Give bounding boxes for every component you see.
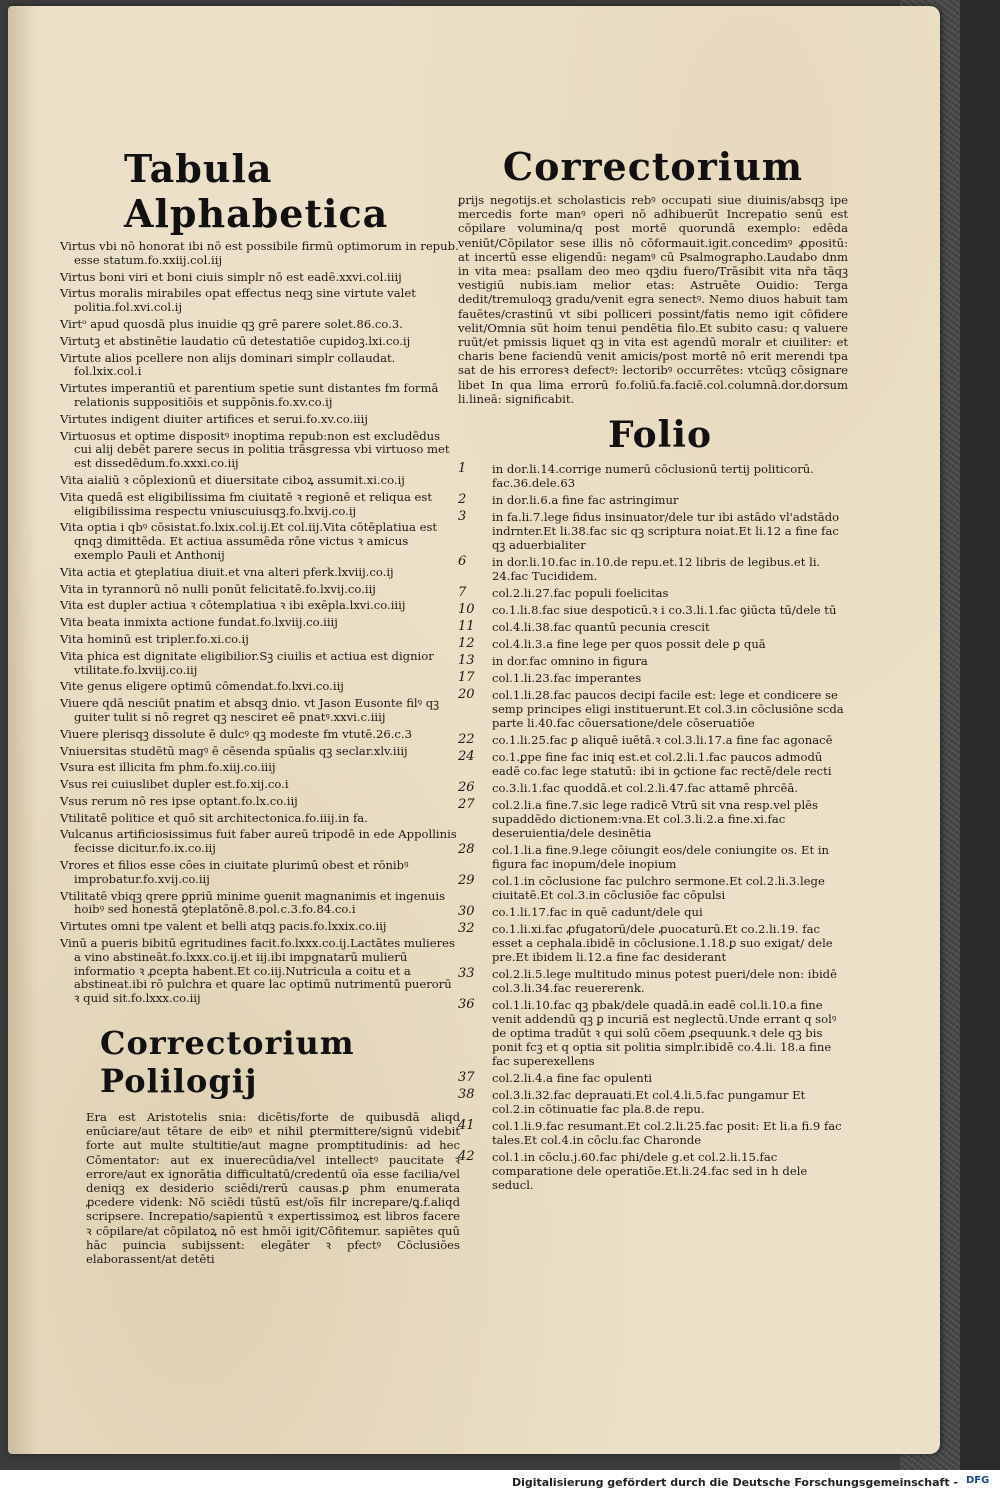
correction-text: col.3.li.32.fac deprauati.Et col.4.li.5.fac pungamur Et col.2.in cōtinuatie fac pla.8.de repu. — [492, 1088, 806, 1117]
folio-number: 22 — [458, 732, 475, 748]
folio-number: 36 — [458, 997, 475, 1013]
folio-number: 12 — [458, 636, 475, 652]
folio-number: 24 — [458, 749, 475, 765]
index-entry: Virtus boni viri et boni ciuis simplr nō est eadē.xxvi.col.iiij — [60, 269, 402, 284]
index-entry: Virtutes indigent diuiter artifices et serui.fo.xv.co.iiij — [60, 411, 368, 426]
correction-text: col.1.li.23.fac imperantes — [492, 671, 642, 686]
folio-number: 10 — [458, 602, 475, 618]
folio-number: 37 — [458, 1070, 475, 1086]
index-entry: Vita in tyrannorū nō nulli ponūt felicitatē.fo.lxvij.co.iij — [60, 581, 376, 596]
correction-text: co.1.li.17.fac in quē cadunt/dele qui — [492, 905, 703, 920]
correction-row — [458, 1088, 848, 1116]
correction-text: co.1.li.25.fac ꝑ aliquē iuētā.ꝛ col.3.li.17.a fine fac agonacē — [492, 733, 833, 748]
index-entry: Vsus rerum nō res ipse optant.fo.lx.co.iij — [60, 793, 298, 808]
folio-number: 3 — [458, 509, 467, 525]
left-column — [60, 146, 460, 1266]
folio-number: 20 — [458, 687, 475, 703]
correction-text: col.1.li.28.fac paucos decipi facile est: lege et condicere se semp principes eligi instituerunt.Et col.3.in cōclusiōne scda parte li.40.fac cōuersatione/dele cōseruatiōe — [492, 688, 844, 731]
index-entry: Vita quedā est eligibilissima fm ciuitatē ꝛ regionē et reliqua est eligibilissima respectu vniuscuiusqꝫ.fo.lxvij.co.ij — [60, 489, 433, 518]
folio-number: 41 — [458, 1118, 475, 1134]
index-entry: Virtutꝫ et abstinētie laudatio cū detestatiōe cupidoꝫ.lxi.co.ij — [60, 333, 411, 348]
index-entry: Vita optia i qbꝰ cōsistat.fo.lxix.col.ij.Et col.iij.Vita cōtēplatiua est qnqꝫ dimittēda. Et actiua assumēda rōne victus ꝛ amicus exemplo Pauli et Anthonij — [60, 520, 438, 562]
index-entry-list — [60, 240, 460, 1006]
index-entry: Virtutes omni tpe valent et belli atqꝫ pacis.fo.lxxix.co.iij — [60, 919, 387, 934]
correction-row — [458, 922, 848, 964]
correction-text: co.1.ꝑpe fine fac iniq est.et col.2.li.1.fac paucos admodū eadē co.fac lege statutū: ibi in ꝯctione fac rectē/dele recti — [492, 750, 832, 779]
index-entry: Vsus rei cuiuslibet dupler est.fo.xij.co.i — [60, 777, 289, 792]
correction-row — [458, 637, 848, 651]
correction-row — [458, 733, 848, 747]
correction-row — [458, 493, 848, 507]
funding-footer — [0, 1470, 1000, 1496]
index-entry: Vita aialiū ꝛ cōplexionū et diuersitate ciboꝝ assumit.xi.co.ij — [60, 472, 405, 487]
folio-number: 6 — [458, 554, 467, 570]
correction-text: col.2.li.a fine.7.sic lege radicē Vtrū sit vna resp.vel plēs supaddēdo dictionem:vna.Et col.3.li.2.a fine.xi.fac deseruientia/dele desinētia — [492, 798, 818, 841]
correction-row — [458, 654, 848, 668]
correction-row — [458, 905, 848, 919]
index-entry: Viuere qdā nesciūt pnatim et absqꝫ dnio. vt Jason Eusonte filꝰ qꝫ guiter tulit si nō regret qꝫ nesciret eē pnatꝰ.xxvi.c.iiij — [60, 696, 440, 724]
index-entry: Vita actia et ꝯteplatiua diuit.et vna alteri pferk.lxviij.co.ij — [60, 564, 394, 579]
correctorium-heading: Correctorium — [502, 144, 804, 189]
index-entry: Virtᵒ apud quosdā plus inuidie qꝫ grē parere solet.86.co.3. — [60, 316, 403, 331]
correction-row — [458, 555, 848, 583]
index-entry: Vita hominū est tripler.fo.xi.co.ij — [60, 631, 249, 646]
index-entry: Vtilitatē vbiqꝫ qrere ꝑpriū minime ꝯuenit magnanimis et ingenuis hoibꝰ sed honestā ꝯteplatōnē.8.pol.c.3.fo.84.co.i — [60, 888, 446, 917]
folio-number: 13 — [458, 653, 475, 669]
correction-text: in dor.fac omnino in figura — [492, 654, 648, 669]
index-entry: Virtuosus et optime dispositꝰ inoptima repub:non est excludēdus cui alij debēt parere secus in politia trāsgressa vbi virtuoso met est dissedēdum.fo.xxxi.co.iij — [60, 428, 450, 471]
folio-heading: Folio — [608, 414, 712, 457]
index-entry: Vite genus eligere optimū cōmendat.fo.lxvi.co.iij — [60, 679, 344, 694]
correction-text: in dor.li.14.corrige numerū cōclusionū tertij politicorū. fac.36.dele.63 — [492, 462, 814, 491]
folio-number: 32 — [458, 921, 475, 937]
correction-text: in dor.li.10.fac in.10.de repu.et.12 libris de legibus.et li. 24.fac Tucididem. — [492, 555, 821, 584]
folio-number: 28 — [458, 842, 475, 858]
index-entry: Vtilitatē politice et quō sit architectonica.fo.iiij.in fa. — [60, 810, 368, 825]
corrections-list — [458, 462, 848, 1192]
correction-text: in fa.li.7.lege fidus insinuator/dele tur ibi astādo vl'adstādo indrnter.Et li.38.fac sic qꝫ scriptura noiat.Et li.12 a fine fac qꝫ aduerbialiter — [492, 510, 840, 553]
correction-text: co.3.li.1.fac quoddā.et col.2.li.47.fac attamē phrcēā. — [492, 781, 798, 796]
correction-row — [458, 603, 848, 617]
index-entry: Virtus moralis mirabiles opat effectus neqꝫ sine virtute valet politia.fol.xvi.col.ij — [60, 286, 416, 315]
correction-row — [458, 967, 848, 995]
folio-number: 38 — [458, 1087, 475, 1103]
correction-row — [458, 874, 848, 902]
folio-number: 7 — [458, 585, 467, 601]
correction-row — [458, 843, 848, 871]
correction-row — [458, 998, 848, 1068]
index-entry: Vinū a pueris bibitū egritudines facit.fo.lxxx.co.ij.Lactātes mulieres a vino abstineāt.fo.lxxx.co.ij.et iij.ibi impgnatarū mulierū informatio ꝛ ꝓcepta habent.Et co.iij.Nutricula a coitu et a abstineat.ibi rō pulchra et quare lac optimū nutrimentū puerorū ꝛ quid sit.fo.lxxx.co.iij — [60, 936, 455, 1006]
funding-text: Digitalisierung gefördert durch die Deutsche Forschungsgemeinschaft - — [511, 1476, 958, 1489]
folio-number: 26 — [458, 780, 475, 796]
book-page — [8, 6, 940, 1454]
index-entry: Vita est dupler actiua ꝛ cōtemplatiua ꝛ ibi exēpla.lxvi.co.iiij — [60, 598, 406, 613]
correction-text: col.2.li.4.a fine fac opulenti — [492, 1071, 653, 1086]
correction-text: col.1.li.10.fac qꝫ pbak/dele quadā.in eadē col.li.10.a fine venit addendū qꝫ ꝑ incuriā est neglectū.Unde errant q solꝰ de optima tradūt ꝛ qui solū cōem ꝓsequunk.ꝛ dele qꝫ bis ponit fcꝫ et q optia sit politia simplr.ibidē co.4.li. 18.a fine fac superexellens — [492, 998, 837, 1069]
correction-text: col.4.li.38.fac quantū pecunia crescit — [492, 620, 710, 635]
index-entry: Virtus vbi nō honorat ibi nō est possibile firmū optimorum in repub. esse statum.fo.xxiij.col.iij — [60, 239, 459, 267]
correction-text: in dor.li.6.a fine fac astringimur — [492, 493, 679, 508]
right-column — [458, 144, 848, 1195]
book-cover-edge — [960, 0, 1000, 1470]
index-entry: Vulcanus artificiosissimus fuit faber aureū tripodē in ede Appollinis fecisse dicitur.fo.ix.co.iij — [60, 827, 457, 856]
polilogi-correctorium-text: Era est Aristotelis snia: dicētis/forte de quibusdā aliqd enūciare/aut tētare de eibꝰ et nihil ꝑtermittere/signū videbit forte aut multe stultitie/aut magne promptitudinis: ad hec Cōmentator: aut ex inuerecūdia/vel intellectꝰ paucitate ꝛ errore/aut ex ignorātia difficultatū/credentū oīa esse facilia/vel deniqꝫ ex desiderio sciēdi/rerū causas.ꝑ phm enumerata ꝓcedere videnk: Nō sciēdi tūstū est/oīs filr increpare/ꝗ.f.aliqd scripsere. Increpatio/sapientū ꝛ expertissimoꝝ est libros facere ꝛ cōpilare/at cōpilatoꝝ nō est hmōi igit/Cōfitemur. sapiētes quū hāc puincia subijssent: elegāter ꝛ pfectꝰ Cōclusiōes elaborassent/at detēti — [86, 1110, 460, 1267]
folio-number: 29 — [458, 873, 475, 889]
tabula-heading: Tabula Alphabetica — [124, 146, 389, 236]
index-entry: Vrores et filios esse cōes in ciuitate plurimū obest et rōnibꝰ improbatur.fo.xvij.co.iij — [60, 858, 409, 886]
correction-text: col.1.li.a fine.9.lege cōiungit eos/dele coniungite os. Et in figura fac inopum/dele inopium — [492, 843, 829, 872]
correction-text: col.2.li.27.fac populi foelicitas — [492, 586, 669, 601]
correction-text: col.1.in cōclu.j.60.fac phi/dele g.et col.2.li.15.fac comparatione dele operatiōe.Et.li.24.fac sed in h dele seducl. — [492, 1150, 808, 1193]
correction-text: co.1.li.8.fac siue despoticū.ꝛ i co.3.li.1.fac ꝯiūcta tū/dele tū — [492, 603, 837, 618]
index-entry: Vniuersitas studētū magꝰ ē cēsenda spūalis qꝫ seclar.xlv.iiij — [60, 743, 408, 758]
polilogi-heading: Correctorium Polilogij — [100, 1024, 355, 1101]
correction-row — [458, 586, 848, 600]
correction-row — [458, 781, 848, 795]
folio-number: 33 — [458, 966, 475, 982]
folio-number: 30 — [458, 904, 475, 920]
dfg-logo: DFG — [966, 1475, 990, 1486]
folio-number: 27 — [458, 797, 475, 813]
index-entry: Vita phica est dignitate eligibilior.Sꝫ ciuilis et actiua est dignior vtilitate.fo.lxviij.co.iij — [60, 648, 434, 677]
correction-row — [458, 688, 848, 730]
index-entry: Virtutes imperantiū et parentium spetie sunt distantes fm formā relationis suppositiōis et suppōnis.fo.xv.co.ij — [60, 381, 439, 409]
correction-row — [458, 1119, 848, 1147]
correction-text: col.2.li.5.lege multitudo minus potest pueri/dele non: ibidē col.3.li.34.fac reuererenk. — [492, 967, 837, 996]
index-entry: Viuere plerisqꝫ dissolute ē dulcꝰ qꝫ modeste fm vtutē.26.c.3 — [60, 726, 412, 741]
correction-row — [458, 620, 848, 634]
correction-row — [458, 671, 848, 685]
index-entry: Vita beata inmixta actione fundat.fo.lxviij.co.iiij — [60, 615, 338, 630]
correction-text: col.1.in cōclusione fac pulchro sermone.Et col.2.li.3.lege ciuitatē.Et col.3.in cōclusiōe fac cōpulsi — [492, 874, 825, 903]
correctorium-intro: ꝑrijs negotijs.et scholasticis rebꝰ occupati siue diuinis/absqꝫ ipe mercedis forte manꝰ operi nō adhibuerūt Increpatio senū est cōpilare volumina/q post mortē quorundā exemplo: edēda veniūt/Cōpilator sese illis nō cōformauit.igit.concedimꝰ ꝓpositū: at incertū esse eligendū: negamꝰ cū Psalmographo.Laudabo dnm in vita mea: psallam deo meo qꝫdiu fuero/Trāsibit vita nr̄a tāqꝫ vestigiū nubis.iam melior etas: Astruēte Ouidio: Terga dedit/tremuloqꝫ gradu/venit egra senectꝰ. Nemo diuos habuit tam fauētes/crastinū vt sibi polliceri possint/fatis nemo igit cōfidere velit/Omnia sūt hoim tenui pendētia filo.Et subito casu: q valuere ruūt/et pmissis liquet qꝫ in vita est agendū moralr et ciuiliter: et charis bene faciendū venit amicis/post mortē nō erit merendi tpa sat de his erroresꝛ defectꝰ: lectoribꝰ occurrētes: vtcūqꝫ cōsignare libet In qua lima errorū fo.foliū.fa.faciē.col.columnā.dor.dorsum li.lineā: significabit. — [458, 193, 848, 406]
correction-row — [458, 510, 848, 552]
correction-row — [458, 1150, 848, 1192]
correction-text: col.4.li.3.a fine lege per quos possit dele ꝑ quā — [492, 637, 766, 652]
correction-row — [458, 462, 848, 490]
correction-row — [458, 750, 848, 778]
correction-row — [458, 1071, 848, 1085]
correction-row — [458, 798, 848, 840]
folio-number: 11 — [458, 619, 475, 635]
correction-text: col.1.li.9.fac resumant.Et col.2.li.25.fac posit: Et li.a fi.9 fac tales.Et col.4.in cōclu.fac Charonde — [492, 1119, 842, 1148]
correction-text: co.1.li.xi.fac ꝓfugatorū/dele ꝓuocaturū.Et co.2.li.19. fac esset a cephala.ibidē in cōclusione.1.18.ꝑ suo exigat/ dele pre.Et ibidem li.12.a fine fac desiderant — [492, 922, 833, 965]
index-entry: Virtute alios pcellere non alijs dominari simplr collaudat. fol.lxix.col.i — [60, 350, 396, 379]
folio-number: 1 — [458, 461, 467, 477]
index-entry: Vsura est illicita fm phm.fo.xiij.co.iiij — [60, 760, 276, 775]
folio-number: 2 — [458, 492, 467, 508]
folio-number: 42 — [458, 1149, 475, 1165]
folio-number: 17 — [458, 670, 475, 686]
